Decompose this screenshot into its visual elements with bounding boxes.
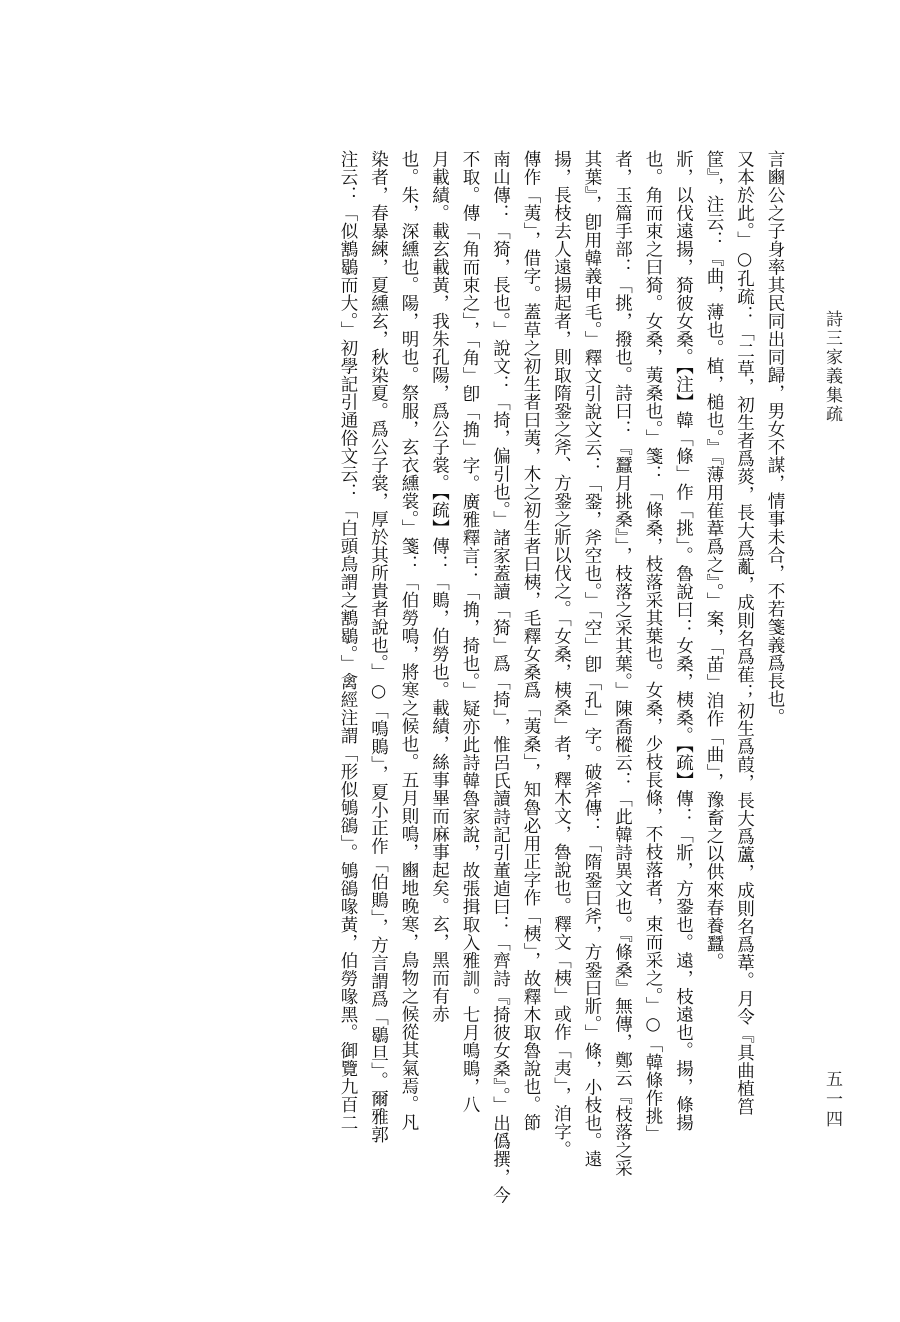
text-column: 月載績。載玄載黃，我朱孔陽，爲公子裳。【疏】傳：「鵙，伯勞也。載績，絲事畢而麻事起矣。玄，黑而有赤 <box>429 150 450 1024</box>
text-column: 筐』，注云：『曲，薄也。植，槌也。』『薄用萑葦爲之』。」案，「苖」洎作「曲」，豫畜之以供來春養蠶。 <box>704 150 724 971</box>
text-column: 也。朱，深纁也。陽，明也。祭服，玄衣纁裳。」箋：「伯勞鳴，將寒之候也。五月則鳴，豳地晚寒，鳥物之候從其氣焉。凡 <box>399 150 419 1132</box>
text-column: 也。角而束之曰猗。女桑，荑桑也。」箋：「條桑，枝落采其葉也。女桑，少枝長條，不枝落者，束而采之。」○「韓條作挑」 <box>643 150 663 1143</box>
running-title: 詩三家義集疏 <box>822 310 842 424</box>
text-column: 其葉』，卽用韓義申毛。」釋文引說文云：「銎，斧空也。」「空」卽「孔」字。破斧傳：「隋銎曰斧，方銎曰斨。」條，小枝也。遠 <box>582 150 602 1169</box>
page-header <box>820 60 860 1320</box>
page-number: 五一四 <box>822 1070 842 1130</box>
text-column: 注云：「似鶷鶡而大。」初學記引通俗文云：「白頭鳥謂之鶷鶡。」禽經注謂「形似鴝鵒」。鴝鵒喙黃，伯勞喙黑。御覽九百二 <box>338 150 358 1132</box>
text-column: 揚，長枝去人遠揚起者，則取隋銎之斧、方銎之斨以伐之。「女桑，桋桑」者，釋木文，魯說也。釋文「桋」或作「夷」，洎字。 <box>551 150 572 1159</box>
text-column: 傳作「荑」，借字。蓋草之初生者曰荑，木之初生者曰桋，毛釋女桑爲「荑桑」，知魯必用正字作「桋」，故釋木取魯說也。節 <box>521 150 541 1132</box>
text-column: 染者，春暴練，夏纁玄，秋染夏。爲公子裳，厚於其所貴者說也。」○「鳴鵙」，夏小正作「伯鵙」，方言謂爲「鶡旦」。爾雅郭 <box>368 150 389 1144</box>
text-column: 言豳公之子身率其民同出同歸，男女不謀，情事未合，不若箋義爲長也。 <box>765 150 785 726</box>
body-text <box>130 150 790 1290</box>
text-column: 者，玉篇手部：「挑，撥也。詩曰：『蠶月挑桑』」，枝落之采其葉。」陳喬樅云：「此韓詩異文也。『條桑』無傳，鄭云『枝落之采 <box>612 150 633 1177</box>
text-column: 斨，以伐遠揚，猗彼女桑。【注】韓「條」作「挑」。魯說曰：女桑，桋桑。【疏】傳：「斨，方銎也。遠，枝遠也。揚，條揚 <box>673 150 694 1132</box>
text-column: 又本於此。」○孔疏：「二草，初生者爲菼，長大爲薍，成則名爲萑；初生爲葭，長大爲蘆，成則名爲葦。月令『具曲植筥 <box>734 150 755 1116</box>
text-column: 不取。傳「角而束之」，「角」卽「捔」字。廣雅釋言：「捔，掎也。」疑亦此詩韓魯家說，故張揖取入雅訓。七月鳴鵙，八 <box>460 150 480 1114</box>
text-column: 南山傳：「猗，長也。」說文：「掎，偏引也。」諸家蓋讀「猗」爲「掎」，惟呂氏讀詩記引董逌曰：「齊詩『掎彼女桑』。」出僞撰，今 <box>490 150 511 1205</box>
